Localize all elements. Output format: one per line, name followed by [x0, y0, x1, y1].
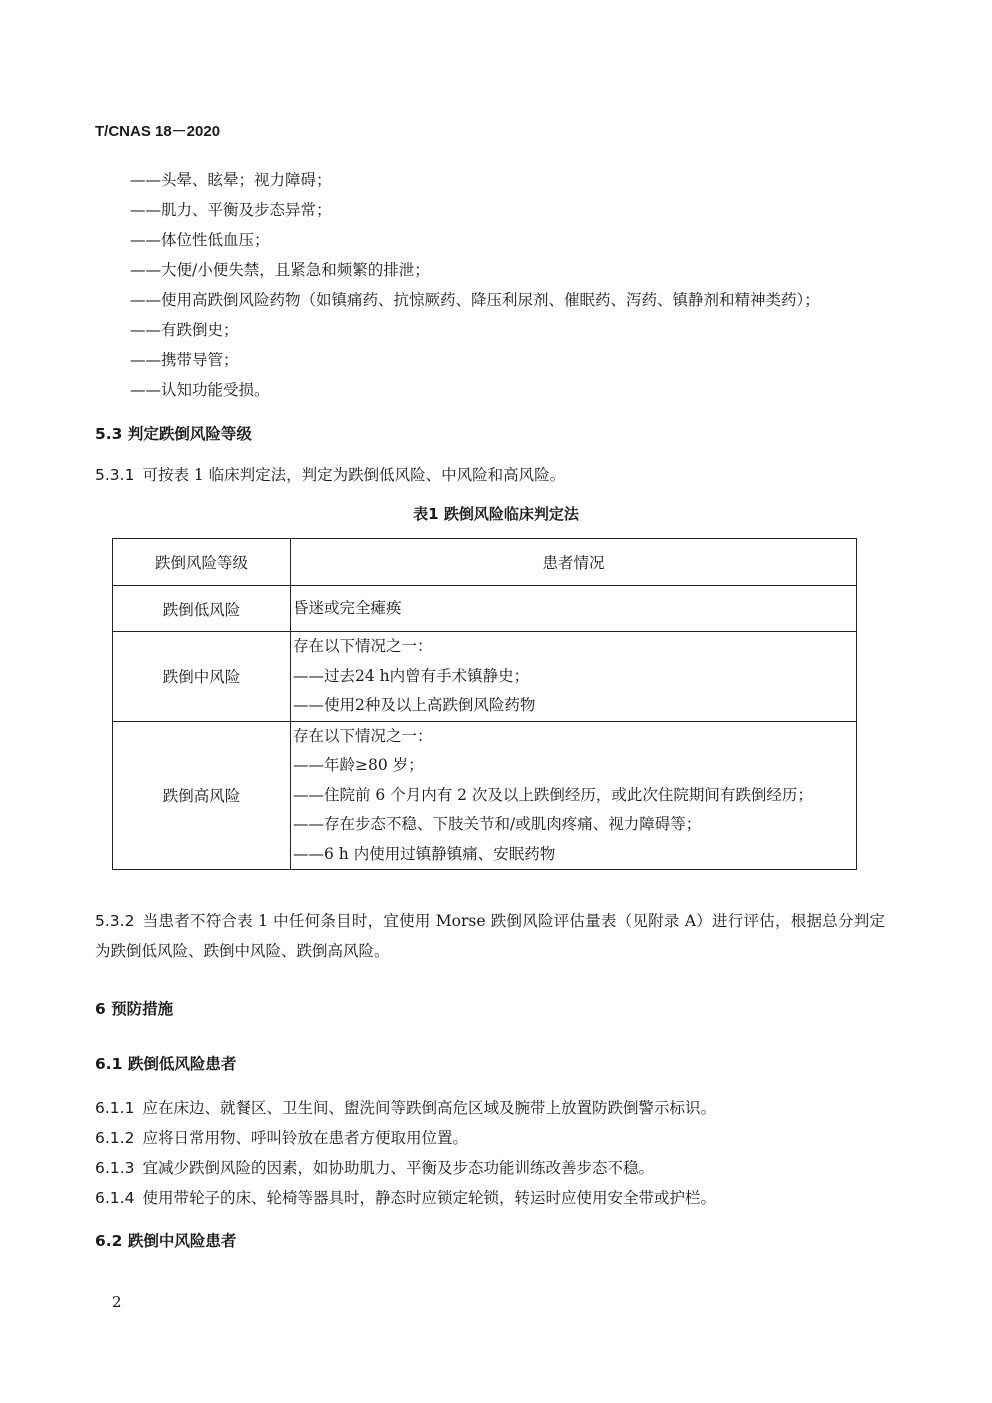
clause-6-1-3: [95, 1156, 654, 1178]
clause-number: 6.1.1: [95, 1099, 135, 1117]
condition-line: ——住院前 6 个月内有 2 次及以上跌倒经历，或此次住院期间有跌倒经历；: [293, 785, 813, 804]
table-header-row: [113, 539, 857, 586]
table-row: [113, 632, 857, 722]
risk-factor-item: ——携带导管；: [130, 351, 239, 369]
clause-text: 应将日常用物、呼叫铃放在患者方便取用位置。: [142, 1129, 468, 1147]
document-code: T/CNAS 18－2020: [95, 123, 221, 140]
condition-line: 存在以下情况之一：: [293, 726, 433, 745]
condition-line: ——年龄≥80 岁；: [293, 756, 424, 774]
clause-text: 当患者不符合表 1 中任何条目时，宜使用 Morse 跌倒风险评估量表（见附录 A）进行评估，根据总分判定为跌倒低风险、跌倒中风险、跌倒高风险。: [95, 912, 885, 960]
risk-factor-item: ——使用高跌倒风险药物（如镇痛药、抗惊厥药、降压利尿剂、催眠药、泻药、镇静剂和精神类药）；: [130, 291, 820, 309]
section-heading-5-3: 5.3 判定跌倒风险等级: [95, 425, 252, 443]
column-header: 患者情况: [291, 539, 857, 586]
risk-factor-item: ——头晕、眩晕；视力障碍；: [130, 171, 332, 189]
clause-text: 使用带轮子的床、轮椅等器具时，静态时应锁定轮锁，转运时应使用安全带或护栏。: [142, 1189, 716, 1207]
condition-line: 昏迷或完全瘫痪: [293, 598, 402, 617]
risk-level-cell: 跌倒高风险: [113, 721, 291, 870]
clause-text: 可按表 1 临床判定法，判定为跌倒低风险、中风险和高风险。: [142, 466, 566, 484]
condition-cell: [291, 632, 857, 722]
page-number: 2: [112, 1293, 122, 1311]
section-heading-6-1: 6.1 跌倒低风险患者: [95, 1055, 237, 1073]
risk-assessment-table: [112, 538, 857, 870]
table-row: [113, 586, 857, 632]
condition-cell: [291, 586, 857, 632]
condition-line: ——存在步态不稳、下肢关节和/或肌肉疼痛、视力障碍等；: [293, 815, 702, 833]
clause-text: 应在床边、就餐区、卫生间、盥洗间等跌倒高危区域及腕带上放置防跌倒警示标识。: [142, 1099, 716, 1117]
risk-level-cell: 跌倒低风险: [113, 586, 291, 632]
clause-6-1-4: [95, 1186, 716, 1208]
clause-number: 6.1.3: [95, 1159, 135, 1177]
clause-6-1-1: [95, 1096, 716, 1118]
clause-text: 宜减少跌倒风险的因素，如协助肌力、平衡及步态功能训练改善步态不稳。: [142, 1159, 654, 1177]
condition-line: ——6 h 内使用过镇静镇痛、安眠药物: [293, 844, 556, 863]
paragraph-5-3-2: [95, 906, 885, 966]
risk-factor-item: ——大便/小便失禁，且紧急和频繁的排泄；: [130, 261, 430, 279]
risk-factor-item: ——肌力、平衡及步态异常；: [130, 201, 332, 219]
section-heading-6-2: 6.2 跌倒中风险患者: [95, 1232, 237, 1250]
condition-line: ——使用2种及以上高跌倒风险药物: [293, 696, 536, 714]
paragraph-5-3-1: [95, 463, 565, 485]
section-heading-6: 6 预防措施: [95, 1000, 174, 1018]
risk-factor-item: ——体位性低血压；: [130, 231, 270, 249]
clause-6-1-2: [95, 1126, 468, 1148]
risk-factor-item: ——认知功能受损。: [130, 381, 270, 399]
clause-number: 6.1.4: [95, 1189, 135, 1207]
condition-line: ——过去24 h内曾有手术镇静史；: [293, 666, 530, 685]
clause-number: 6.1.2: [95, 1129, 135, 1147]
risk-level-cell: 跌倒中风险: [113, 632, 291, 722]
table-row: [113, 721, 857, 870]
condition-cell: [291, 721, 857, 870]
table-caption: 表1 跌倒风险临床判定法: [413, 505, 579, 523]
clause-number: 5.3.1: [95, 466, 135, 484]
condition-line: 存在以下情况之一：: [293, 637, 433, 655]
clause-number: 5.3.2: [95, 912, 135, 930]
column-header: 跌倒风险等级: [113, 539, 291, 586]
risk-factor-item: ——有跌倒史；: [130, 321, 239, 339]
